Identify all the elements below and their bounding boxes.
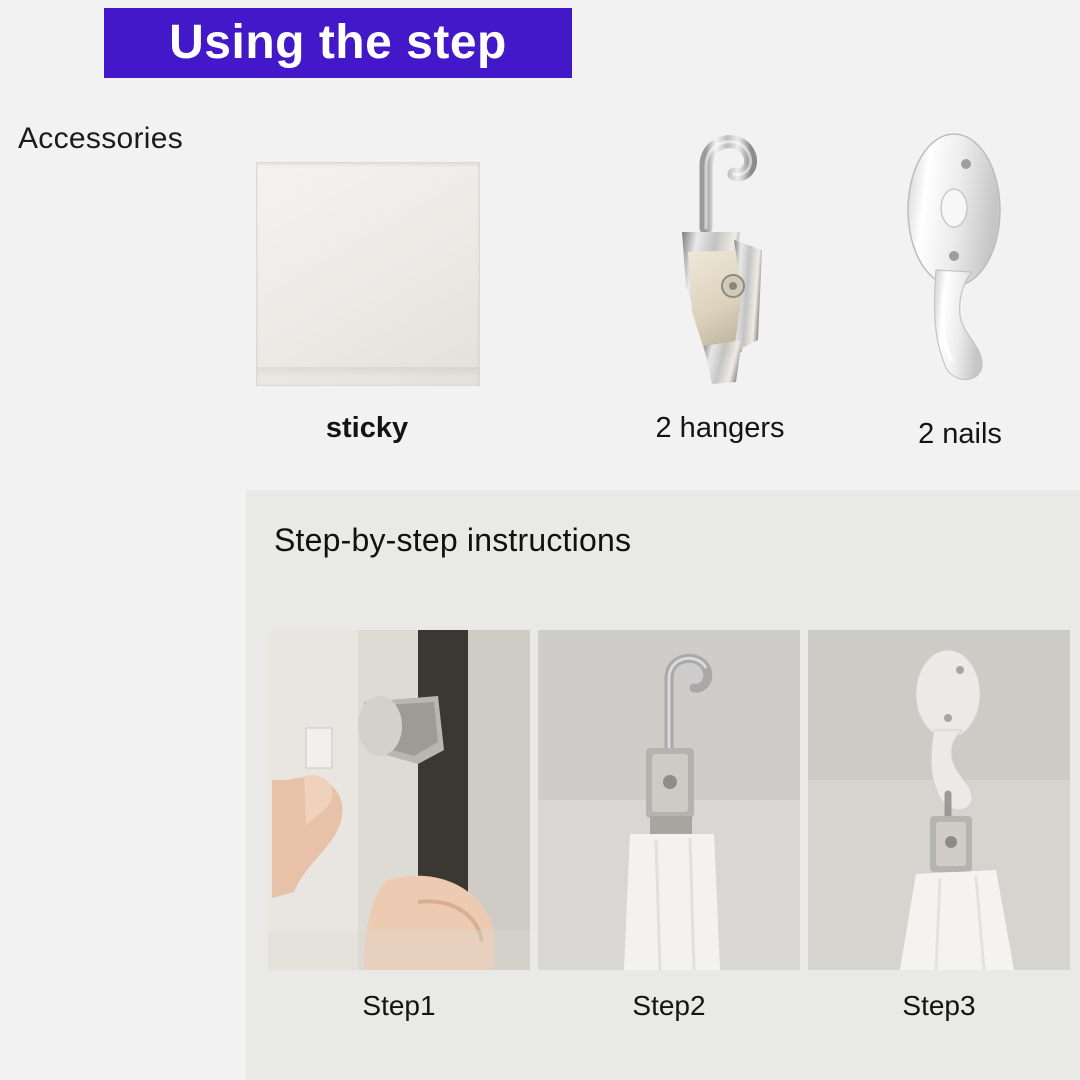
steps-panel (246, 490, 1080, 1080)
accessory-caption-nails: 2 nails (918, 418, 1002, 450)
accessories-section-label: Accessories (18, 122, 184, 155)
photo-attaching-pad-to-wall (268, 630, 530, 970)
page-title-banner (104, 8, 572, 78)
nail-hook-icon (880, 130, 1030, 390)
accessory-caption-sticky: sticky (325, 412, 409, 444)
step-caption-3: Step3 (902, 990, 976, 1021)
step-caption-1: Step1 (362, 990, 436, 1021)
adhesive-pad-icon (256, 162, 480, 386)
accessory-caption-hangers: 2 hangers (655, 412, 785, 444)
step-caption-2: Step2 (632, 990, 706, 1021)
steps-heading: Step-by-step instructions (274, 522, 632, 558)
page-title: Using the step (169, 16, 507, 69)
hanger-clip-icon (630, 100, 810, 390)
photo-clip-holding-sheet (538, 630, 800, 970)
photo-hook-with-clip-and-towel (808, 630, 1070, 970)
